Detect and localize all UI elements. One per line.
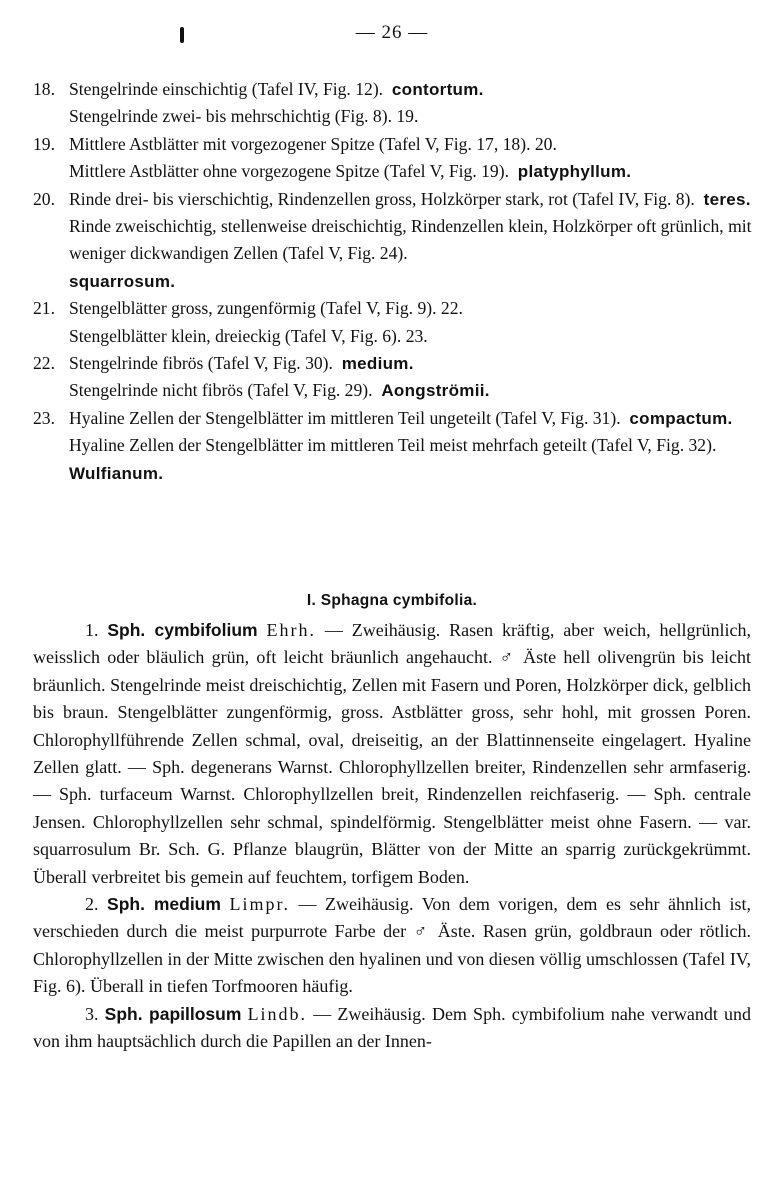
- key-result: medium.: [341, 354, 414, 374]
- key-entry: [33, 76, 753, 131]
- key-number: 21.: [33, 298, 55, 319]
- species-number: 1.: [85, 620, 99, 640]
- key-number: 19.: [33, 133, 55, 154]
- species-paragraph: [33, 617, 751, 891]
- key-entry: [33, 350, 753, 405]
- key-number: 23.: [33, 407, 55, 428]
- page-number: — 26 —: [355, 22, 429, 43]
- species-author: Limpr.: [229, 894, 290, 915]
- species-text: — Zweihäusig. Von dem vorigen, dem es sehr ähnlich ist, verschieden durch die meist purpurrote Farbe der ♂ Äste. Rasen grün, goldbraun oder rötlich. Chlorophyllzellen in der Mitte zwischen den hyalinen und von diesen völlig umschlossen (Tafel IV, Fig. 6). Überall in tiefen Torfmooren häufig.: [33, 894, 752, 997]
- species-text: — Zweihäusig. Rasen kräftig, aber weich, hellgrünlich, weisslich oder bläulich grün, oft leicht bräunlich angehaucht. ♂ Äste hell olivengrün bis leicht bräunlich. Stengelrinde meist dreischichtig, Zellen mit Fasern und Poren, Holzkörper dick, gelblich bis braun. Stengelblätter zungenförmig, gross. Astblätter gross, sehr hohl, mit grossen Poren. Chlorophyllführende Zellen schmal, oval, dreiseitig, an der Blattinnenseite eingelagert. Hyaline Zellen glatt. — Sph. degenerans Warnst. Chlorophyllzellen breiter, Rindenzellen sehr armfaserig. — Sph. turfaceum Warnst. Chlorophyllzellen breit, Rindenzellen reichfaserig. — Sph. centrale Jensen. Chlorophyllzellen sehr schmal, spindelförmig. Stengelblätter meist ohne Fasern. — var. squarrosulum Br. Sch. G. Pflanze blaugrün, Blätter von der Mitte an sparrig zurückgekrümmt. Überall verbreitet bis gemein auf feuchtem, torfigem Boden.: [33, 620, 751, 887]
- key-result: compactum.: [629, 408, 733, 428]
- species-name: Sph. papillosum: [104, 1003, 242, 1024]
- key-line: Stengelrinde fibrös (Tafel V, Fig. 30).: [69, 353, 333, 374]
- key-line: Stengelrinde einschichtig (Tafel IV, Fig. 12).: [69, 79, 384, 99]
- species-paragraph: [33, 891, 751, 1001]
- species-text: — Zweihäusig. Dem Sph. cymbifolium nahe verwandt und von ihm hauptsächlich durch die Papillen an der Innen-: [33, 1003, 752, 1052]
- species-author: Lindb.: [247, 1003, 308, 1024]
- species-number: 3.: [85, 1003, 99, 1024]
- key-result: platyphyllum.: [517, 162, 632, 182]
- key-line: Hyaline Zellen der Stengelblätter im mittleren Teil meist mehrfach geteilt (Tafel V, Fig. 32).: [69, 435, 717, 456]
- key-entry: [33, 186, 753, 296]
- key-result: contortum.: [391, 80, 484, 99]
- species-descriptions: [33, 617, 751, 1056]
- key-line: Stengelblätter gross, zungenförmig (Tafel V, Fig. 9). 22.: [69, 298, 463, 319]
- key-line: Mittlere Astblätter ohne vorgezogene Spitze (Tafel V, Fig. 19).: [69, 161, 509, 182]
- key-number: 20.: [33, 188, 55, 209]
- key-line: Hyaline Zellen der Stengelblätter im mittleren Teil ungeteilt (Tafel V, Fig. 31).: [69, 407, 621, 428]
- key-line: Stengelblätter klein, dreieckig (Tafel V, Fig. 6). 23.: [69, 325, 428, 346]
- key-line: Rinde drei- bis vierschichtig, Rindenzellen gross, Holzkörper stark, rot (Tafel IV, Fig. 8).: [69, 188, 695, 209]
- species-number: 2.: [85, 894, 99, 915]
- species-name: Sph. cymbifolium: [107, 620, 258, 640]
- key-number: 18.: [33, 79, 55, 99]
- species-author: Ehrh.: [266, 620, 316, 640]
- key-result: teres.: [703, 189, 751, 209]
- key-entry: [33, 131, 753, 186]
- key-entry: [33, 405, 753, 487]
- key-line: Stengelrinde nicht fibrös (Tafel V, Fig. 29).: [69, 380, 373, 401]
- key-result: Wulfianum.: [69, 463, 164, 483]
- key-line: Mittlere Astblätter mit vorgezogener Spitze (Tafel V, Fig. 17, 18). 20.: [69, 133, 557, 154]
- species-name: Sph. medium: [107, 894, 221, 915]
- species-paragraph: [33, 1001, 751, 1056]
- key-entry: [33, 295, 753, 350]
- key-number: 22.: [33, 353, 55, 374]
- key-result: Aongströmii.: [381, 381, 490, 401]
- key-line: Stengelrinde zwei- bis mehrschichtig (Fig. 8). 19.: [69, 106, 419, 127]
- section-heading: I. Sphagna cymbifolia.: [306, 592, 478, 609]
- key-line: Rinde zweischichtig, stellenweise dreischichtig, Rindenzellen klein, Holzkörper oft grünlich, mit weniger dickwandigen Zellen (Tafel V, Fig. 24).: [69, 216, 752, 264]
- identification-key: [33, 76, 753, 487]
- key-result: squarrosum.: [69, 271, 176, 291]
